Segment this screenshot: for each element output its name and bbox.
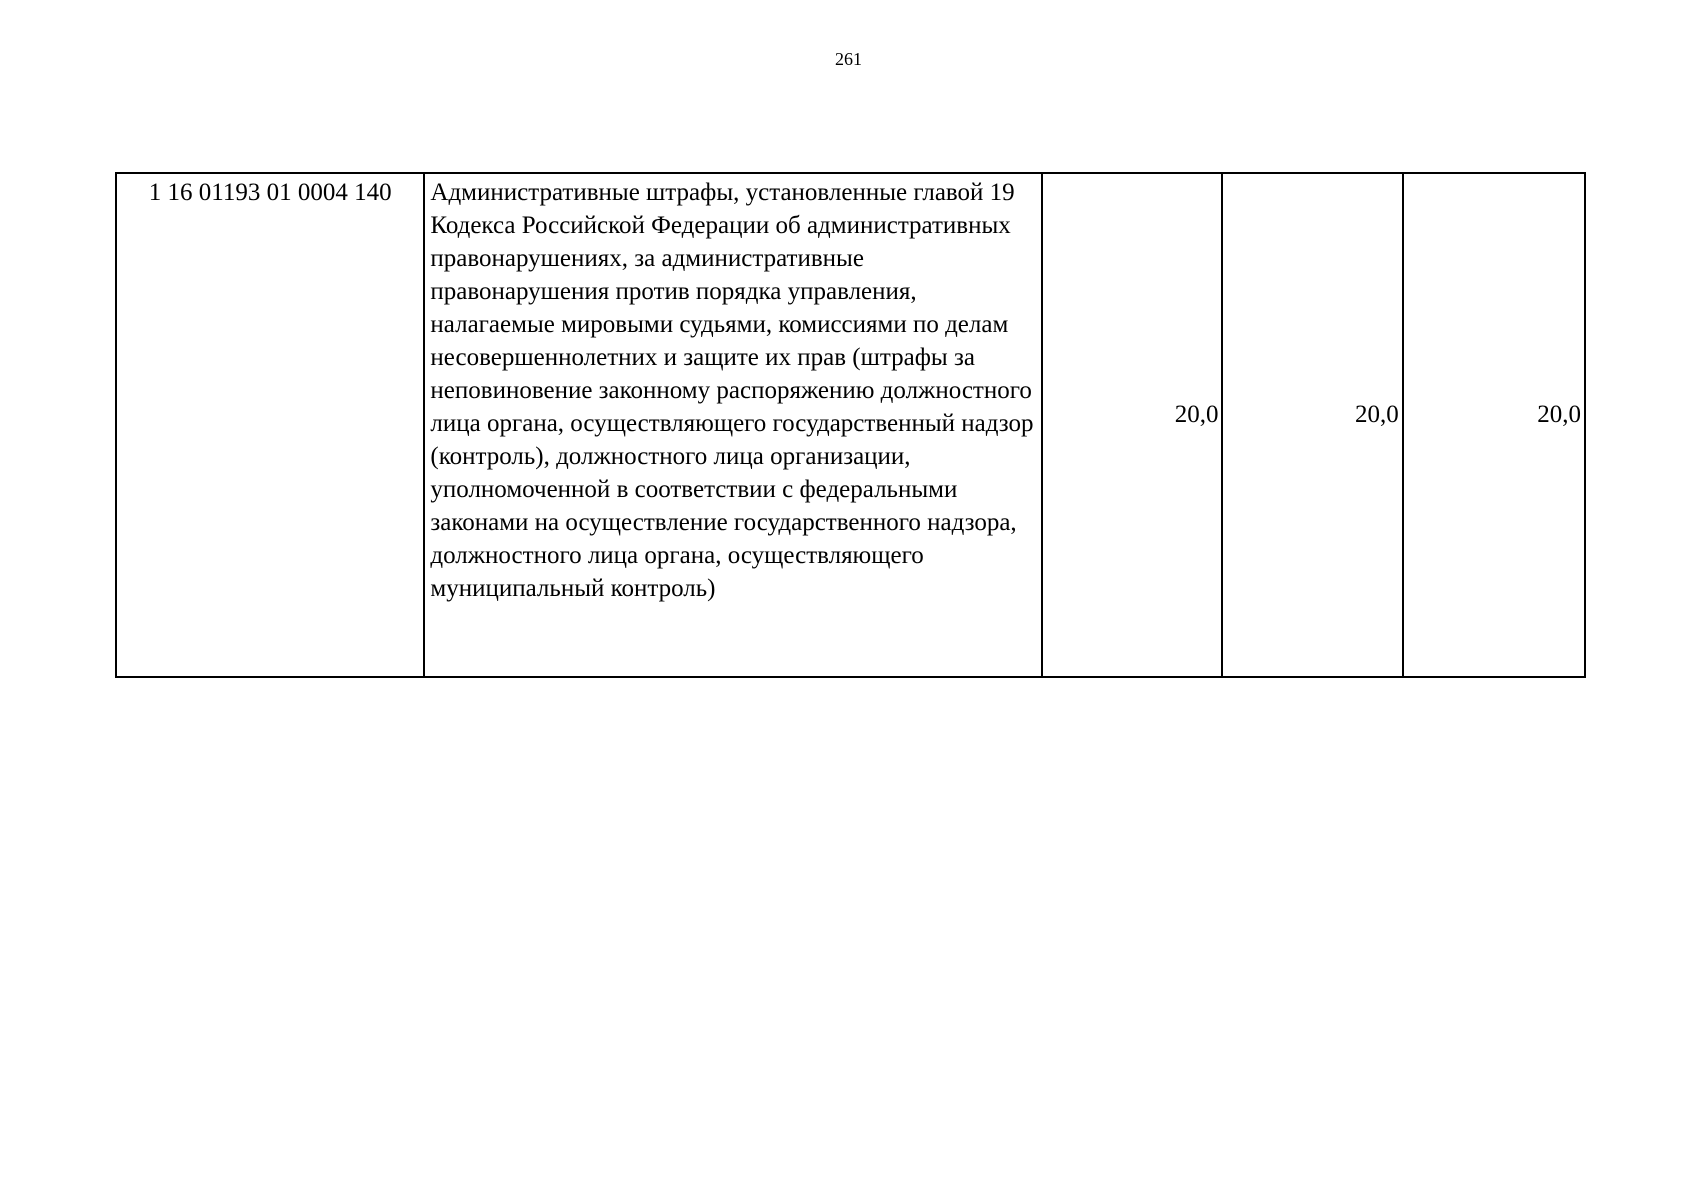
budget-classification-code: 1 16 01193 01 0004 140 <box>116 173 424 677</box>
table-row <box>116 173 1585 677</box>
page-number: 261 <box>835 49 862 69</box>
amount-year-2: 20,0 <box>1222 173 1402 677</box>
budget-table <box>115 172 1586 678</box>
revenue-description: Административные штрафы, установленные главой 19 Кодекса Российской Федерации об административных правонарушениях, за административные правонарушения против порядка управления, налагаемые мировыми судьями, комиссиями по делам несовершеннолетних и защите их прав (штрафы за неповиновение законному распоряжению должностного лица органа, осуществляющего государственный надзор (контроль), должностного лица организации, уполномоченной в соответствии с федеральными законами на осуществление государственного надзора, должностного лица органа, осуществляющего муниципальный контроль) <box>424 173 1042 677</box>
amount-year-3: 20,0 <box>1403 173 1585 677</box>
amount-year-1: 20,0 <box>1042 173 1222 677</box>
